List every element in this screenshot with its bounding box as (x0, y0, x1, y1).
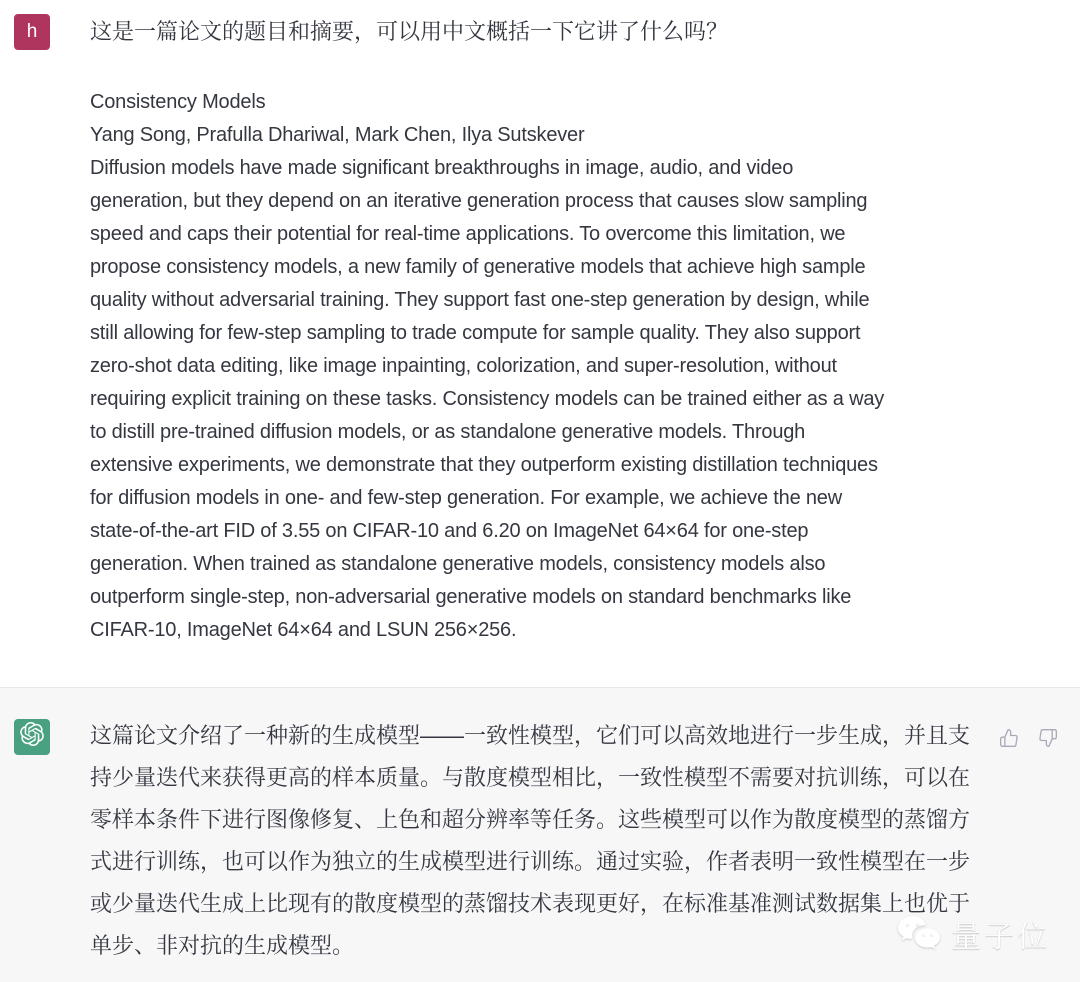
abstract-line: generation, but they depend on an iterative generation process that causes slow sampling (90, 190, 868, 212)
user-message-content (90, 14, 990, 647)
thumbs-down-icon (1038, 728, 1058, 748)
watermark-text: 量子位 (951, 921, 1050, 954)
answer-line: 式进行训练，也可以作为独立的生成模型进行训练。通过实验，作者表明一致性模型在一步 (90, 849, 971, 874)
abstract-line: zero-shot data editing, like image inpainting, colorization, and super-resolution, without (90, 355, 837, 377)
thumbs-up-button[interactable] (999, 728, 1019, 748)
paper-abstract-block (90, 86, 990, 647)
abstract-line: quality without adversarial training. They support fast one-step generation by design, while (90, 289, 870, 311)
abstract-line: CIFAR-10, ImageNet 64×64 and LSUN 256×256. (90, 619, 517, 641)
assistant-message-content (90, 719, 990, 967)
thumbs-up-icon (999, 728, 1019, 748)
abstract-line: still allowing for few-step sampling to trade compute for sample quality. They also support (90, 322, 861, 344)
assistant-message-section (0, 687, 1080, 982)
answer-line: 单步、非对抗的生成模型。 (90, 933, 355, 958)
answer-line: 或少量迭代生成上比现有的散度模型的蒸馏技术表现更好，在标准基准测试数据集上也优于 (90, 891, 971, 916)
paper-title: Consistency Models (90, 91, 266, 113)
abstract-line: extensive experiments, we demonstrate that they outperform existing distillation techniques (90, 454, 878, 476)
abstract-line: speed and caps their potential for real-time applications. To overcome this limitation, we (90, 223, 846, 245)
answer-line: 这篇论文介绍了一种新的生成模型——一致性模型，它们可以高效地进行一步生成，并且支 (90, 723, 971, 748)
assistant-avatar (14, 719, 50, 755)
answer-line: 持少量迭代来获得更高的样本质量。与散度模型相比，一致性模型不需要对抗训练，可以在 (90, 765, 971, 790)
answer-line: 零样本条件下进行图像修复、上色和超分辨率等任务。这些模型可以作为散度模型的蒸馏方 (90, 807, 971, 832)
assistant-answer-text (90, 715, 990, 967)
abstract-line: generation. When trained as standalone generative models, consistency models also (90, 553, 826, 575)
abstract-line: requiring explicit training on these tasks. Consistency models can be trained either as a way (90, 388, 885, 410)
abstract-line: for diffusion models in one- and few-step generation. For example, we achieve the new (90, 487, 842, 509)
assistant-message-row (0, 688, 1080, 967)
openai-logo-icon (20, 722, 44, 752)
abstract-line: propose consistency models, a new family of generative models that achieve high sample (90, 256, 866, 278)
abstract-line: outperform single-step, non-adversarial generative models on standard benchmarks like (90, 586, 852, 608)
user-avatar-letter: h (26, 21, 38, 42)
user-avatar (14, 14, 50, 50)
thumbs-down-button[interactable] (1038, 728, 1058, 748)
message-feedback-actions (999, 728, 1058, 748)
abstract-line: to distill pre-trained diffusion models, or as standalone generative models. Through (90, 421, 806, 443)
abstract-line: Diffusion models have made significant breakthroughs in image, audio, and video (90, 157, 794, 179)
user-question-text: 这是一篇论文的题目和摘要，可以用中文概括一下它讲了什么吗？ (90, 19, 729, 44)
abstract-line: state-of-the-art FID of 3.55 on CIFAR-10 and 6.20 on ImageNet 64×64 for one-step (90, 520, 809, 542)
paper-authors: Yang Song, Prafulla Dhariwal, Mark Chen, Ilya Sutskever (90, 124, 585, 146)
